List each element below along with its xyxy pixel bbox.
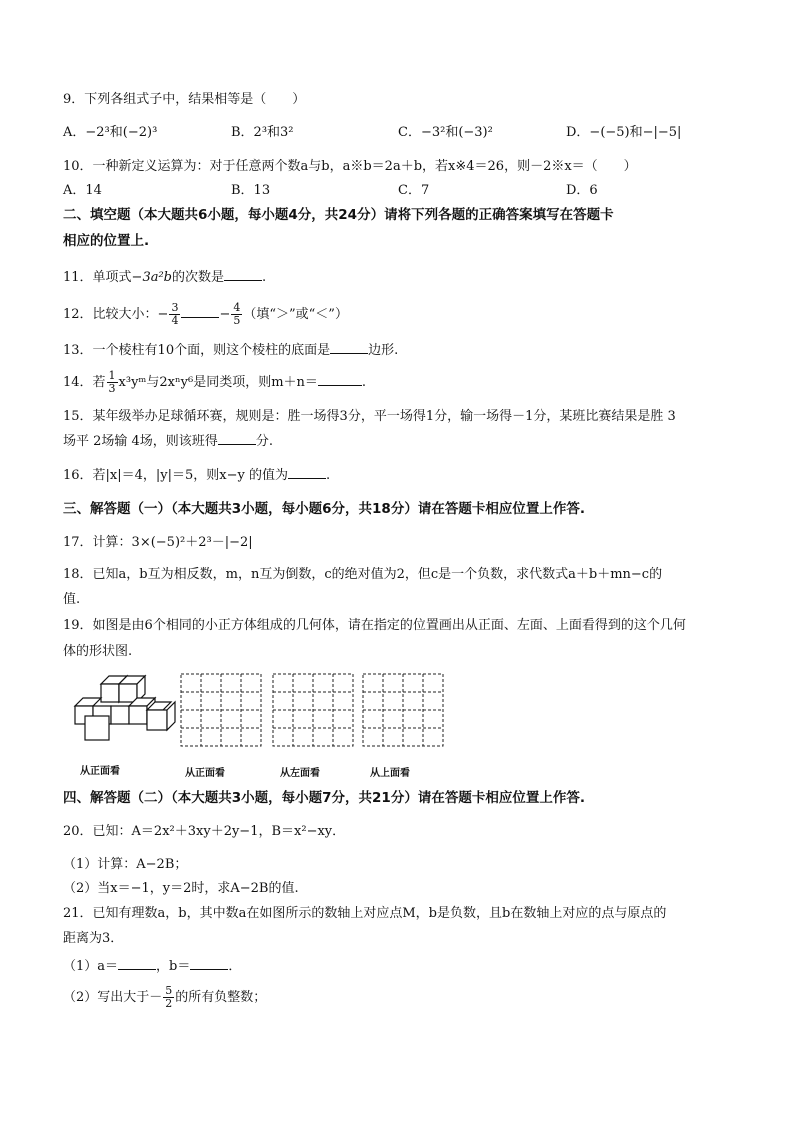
section3-title: 三、解答题（一）（本大题共3小题，每小题6分，共18分）请在答题卡相应位置上作答.: [63, 501, 585, 517]
q14-fraction: $\frac{1}{3}$: [108, 369, 116, 395]
q20-part2: （2）当x＝−1，y＝2时，求A−2B的值.: [63, 881, 299, 896]
q11-end: .: [262, 270, 267, 285]
q21-part2-pre: （2）写出大于－: [63, 990, 163, 1005]
q10-option-d: D．6: [566, 183, 598, 198]
q11-expr: −3a²b: [131, 270, 172, 285]
q12-pre: 12．比较大小：: [63, 307, 158, 322]
q11-post: 的次数是: [172, 270, 225, 285]
q14-answer-blank[interactable]: [318, 373, 362, 386]
q21-part1-pre: （1）a＝: [63, 959, 119, 974]
q15-line2: [63, 432, 273, 451]
q9-option-d: D．−(−5)和−|−5|: [566, 125, 682, 140]
q9-option-b: B．2³和3²: [231, 125, 294, 140]
q18-line1: 18．已知a，b互为相反数，m，n互为倒数，c的绝对值为2，但c是一个负数，求代数式a＋b＋mn−c的: [63, 567, 663, 582]
q14: [63, 368, 366, 398]
q16-pre: 16．若|x|＝4，|y|＝5，则x−y 的值为: [63, 468, 288, 483]
q10-option-a: A．14: [63, 183, 102, 198]
q15-line1: 15．某年级举办足球循环赛，规则是：胜一场得3分，平一场得1分，输一场得－1分，某班比赛结果是胜 3: [63, 409, 676, 424]
q19-line2: 体的形状图.: [63, 644, 133, 659]
q21-line2: 距离为3．: [63, 931, 124, 946]
q14-mid: x³yᵐ与2xⁿy⁶是同类项，则m＋n＝: [118, 375, 318, 390]
caption-left-view: 从左面看: [280, 768, 320, 779]
q20-stem: 20．已知：A＝2x²＋3xy＋2y−1，B＝x²−xy．: [63, 824, 346, 839]
q21-part2: [63, 983, 266, 1013]
q21-fraction: $\frac{5}{2}$: [165, 984, 173, 1010]
q16-answer-blank[interactable]: [288, 466, 326, 479]
q13-pre: 13．一个棱柱有10个面，则这个棱柱的底面是: [63, 343, 331, 358]
q21-part1-mid: ，b＝: [156, 959, 191, 974]
q9-stem: 9．下列各组式子中，结果相等是（ ）: [63, 92, 306, 107]
q21-b-blank[interactable]: [190, 957, 228, 970]
cube-solid-drawing: [75, 676, 175, 740]
q10-stem: 10．一种新定义运算为：对于任意两个数a与b，a※b＝2a＋b，若x※4＝26，则－2※x＝（ ）: [63, 159, 637, 174]
q13-post: 边形.: [368, 343, 399, 358]
grid-top-view: [363, 674, 443, 746]
q21-part1: [63, 957, 241, 976]
section4-title: 四、解答题（二）（本大题共3小题，每小题7分，共21分）请在答题卡相应位置上作答.: [63, 790, 585, 806]
q12: 12．比较大小：− $\frac{3}{4}$ − $\frac{4}{5}$ （填“＞”或“＜”）: [63, 301, 348, 327]
q15-answer-blank[interactable]: [218, 432, 256, 445]
q21-a-blank[interactable]: [118, 957, 156, 970]
q21-part2-post: 的所有负整数；: [175, 990, 267, 1005]
caption-top-view: 从上面看: [370, 768, 410, 779]
caption-solid: 从正面看: [80, 766, 120, 777]
q13-answer-blank[interactable]: [330, 341, 368, 354]
q12-fraction-b: $\frac{4}{5}$: [233, 301, 241, 327]
q21-line1: 21．已知有理数a，b，其中数a在如图所示的数轴上对应点M，b是负数，且b在数轴上对应的点与原点的: [63, 906, 667, 921]
q9-option-c: C．−3²和(−3)²: [398, 125, 493, 140]
q9-option-a: A．−2³和(−2)³: [63, 125, 158, 140]
q12-hint: （填“＞”或“＜”）: [243, 307, 348, 322]
q16-end: .: [325, 468, 331, 483]
q14-pre: 14．若: [63, 375, 106, 390]
q11: [63, 268, 266, 287]
caption-front-view: 从正面看: [185, 768, 225, 779]
q15-line2-post: 分.: [255, 434, 273, 449]
q15-line2-pre: 场平 2场输 4场，则该班得: [63, 434, 218, 449]
q14-end: .: [361, 375, 367, 390]
q11-pre: 11．单项式: [63, 270, 132, 285]
q16: [63, 466, 330, 485]
q19-figure: [63, 670, 483, 760]
q20-part1: （1）计算：A−2B；: [63, 857, 188, 872]
section2-title-line1: 二、填空题（本大题共6小题，每小题4分，共24分）请将下列各题的正确答案填写在答题卡: [63, 207, 614, 223]
q12-answer-blank[interactable]: [181, 305, 219, 318]
grid-front-view: [181, 674, 261, 746]
q10-option-b: B．13: [231, 183, 271, 198]
q12-fraction-a: $\frac{3}{4}$: [171, 301, 179, 327]
section2-title-line2: 相应的位置上.: [63, 233, 150, 249]
grid-left-view: [273, 674, 353, 746]
q13: [63, 341, 398, 360]
q18-line2: 值.: [63, 592, 81, 607]
q17: 17．计算：3×(−5)²＋2³－|−2|: [63, 535, 253, 550]
q19-line1: 19．如图是由6个相同的小正方体组成的几何体，请在指定的位置画出从正面、左面、上面看得到的这个几何: [63, 618, 686, 633]
q21-part1-end: ．: [228, 959, 242, 974]
q10-option-c: C．7: [398, 183, 430, 198]
q11-answer-blank[interactable]: [224, 268, 262, 281]
